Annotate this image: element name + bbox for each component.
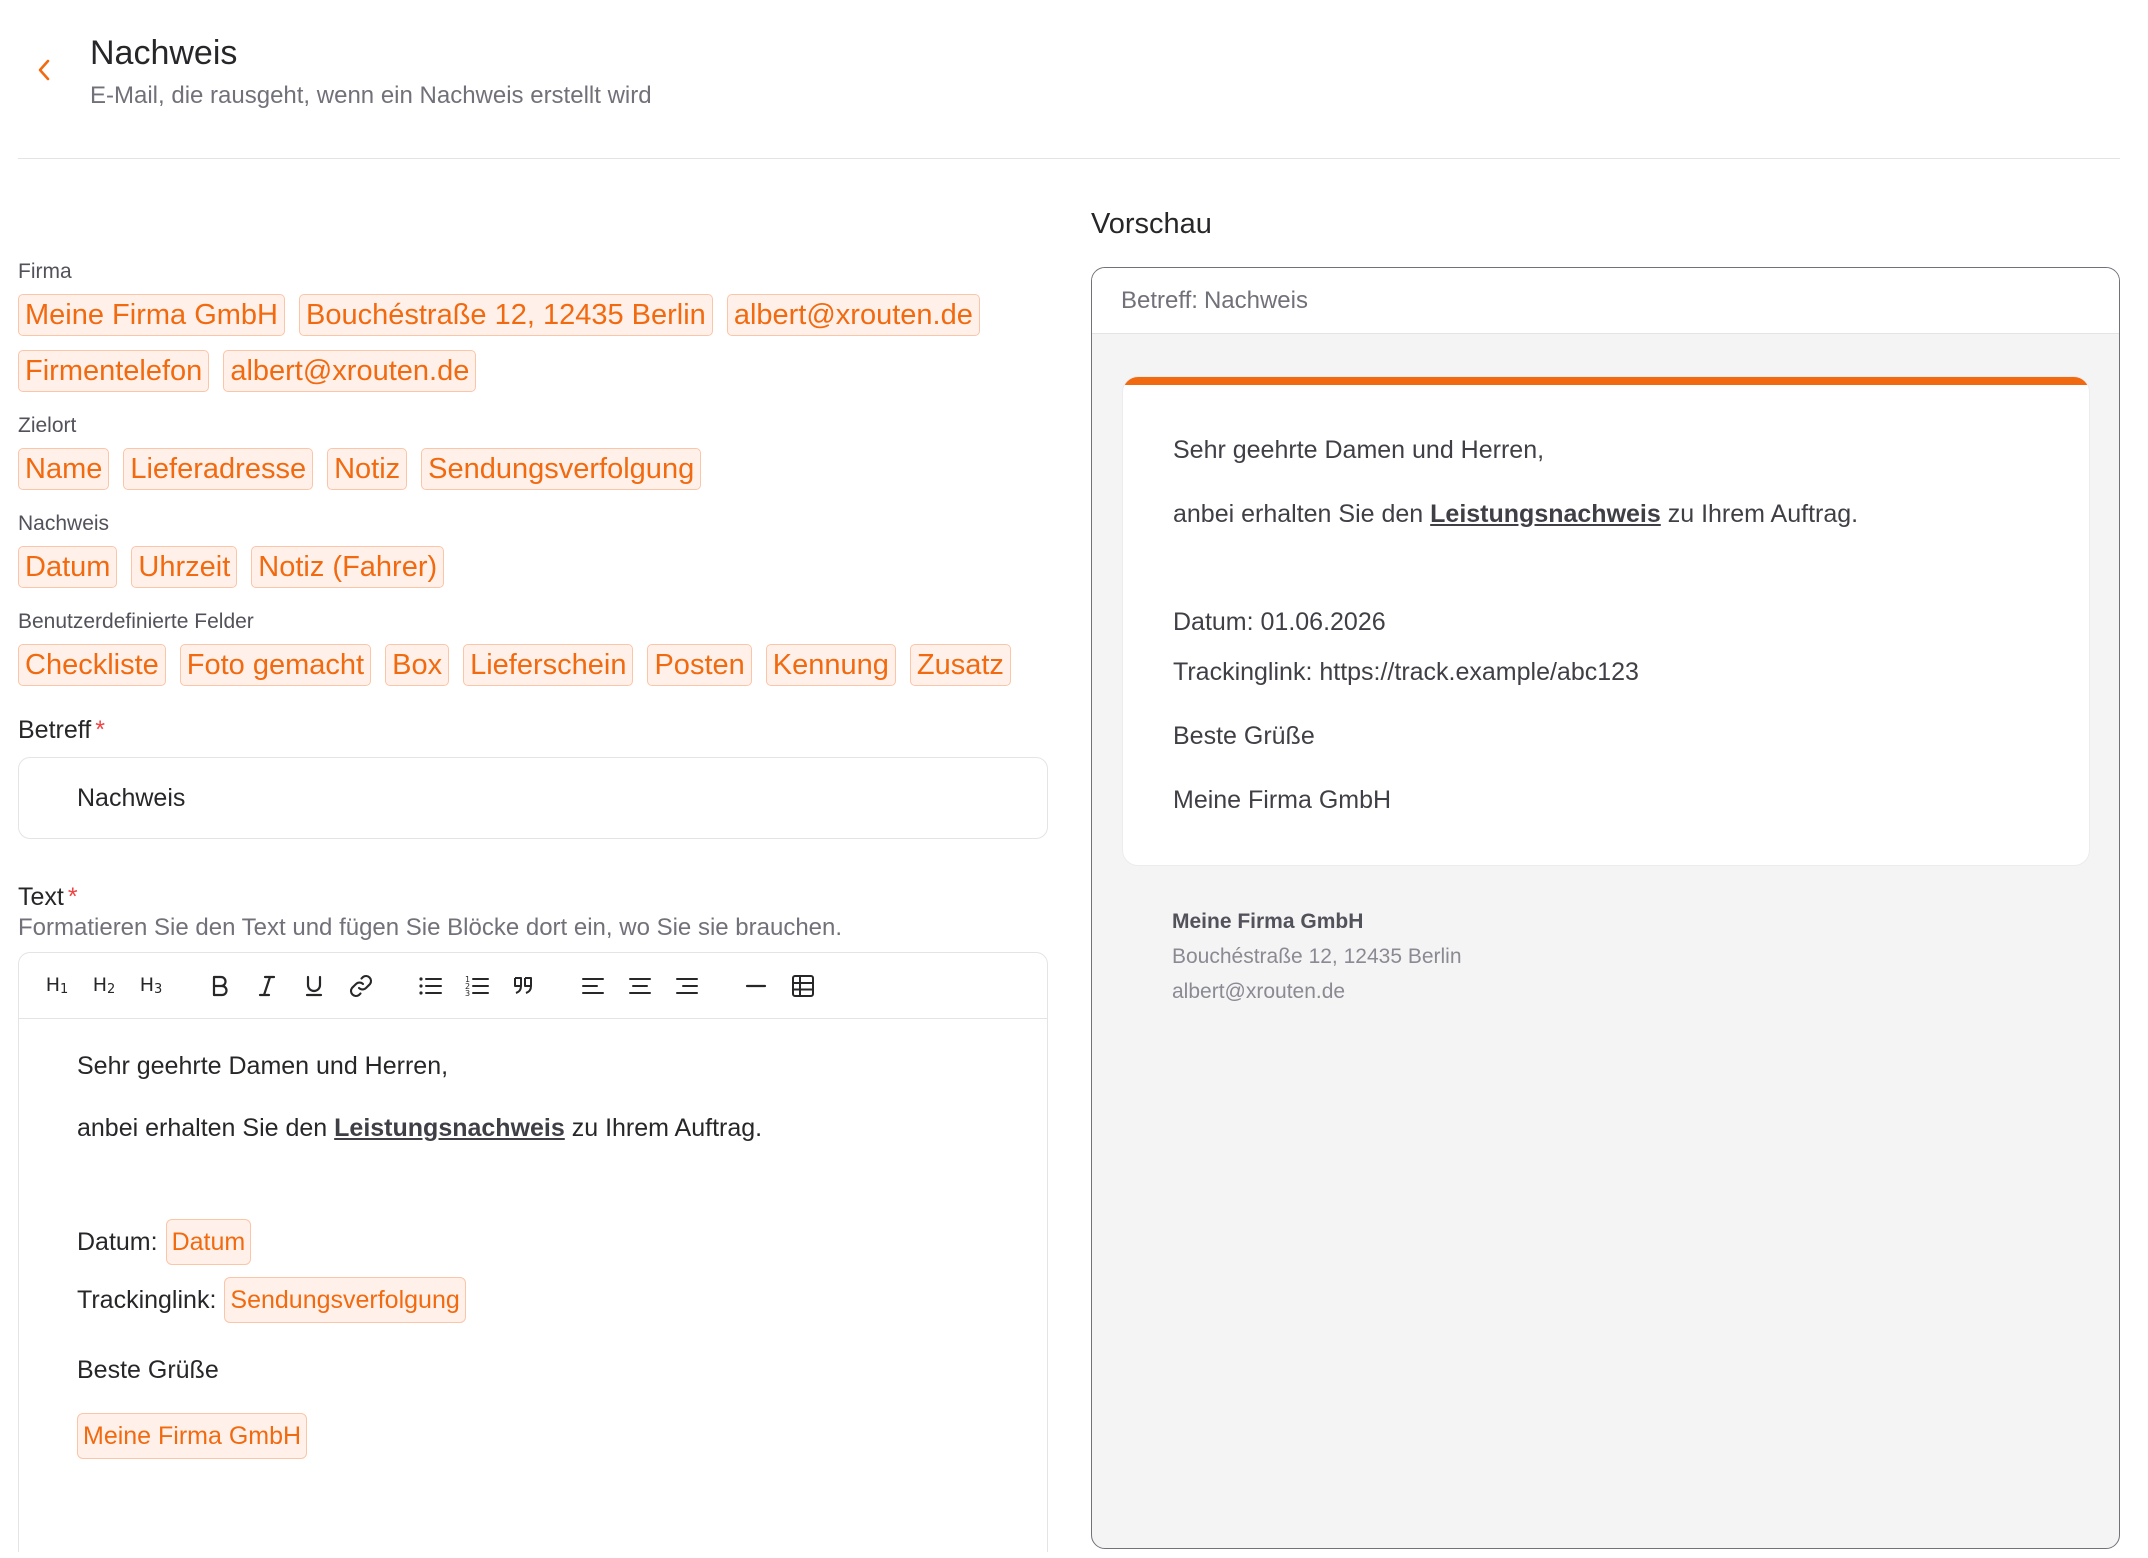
variable-group-label-custom: Benutzerdefinierte Felder bbox=[18, 610, 254, 633]
editor-toolbar bbox=[19, 953, 1047, 1019]
bold-button[interactable] bbox=[200, 966, 240, 1006]
align-left-button[interactable] bbox=[573, 966, 613, 1006]
editor-tracking-label: Trackinglink: bbox=[77, 1286, 217, 1314]
italic-icon bbox=[256, 974, 278, 998]
page-title: Nachweis bbox=[90, 34, 238, 72]
back-button[interactable] bbox=[30, 56, 58, 84]
variable-chip[interactable]: Lieferschein bbox=[463, 644, 633, 686]
preview-subject-bar bbox=[1092, 268, 2119, 334]
variable-chip[interactable]: Firmentelefon bbox=[18, 350, 209, 392]
editor-tracking-line bbox=[77, 1277, 989, 1323]
variable-chip[interactable]: albert@xrouten.de bbox=[727, 294, 980, 336]
text-label-text: Text bbox=[18, 883, 64, 911]
underline-button[interactable] bbox=[294, 966, 334, 1006]
subject-label-text: Betreff bbox=[18, 716, 92, 744]
text-label bbox=[18, 883, 1048, 912]
header-divider bbox=[18, 158, 2120, 159]
preview-closing: Beste Grüße bbox=[1173, 722, 1315, 750]
footer-email: albert@xrouten.de bbox=[1172, 980, 1346, 1003]
horizontal-rule-button[interactable] bbox=[736, 966, 776, 1006]
preview-heading: Vorschau bbox=[1091, 208, 1212, 240]
heading-1-button[interactable] bbox=[37, 966, 77, 1006]
editor-date-label: Datum: bbox=[77, 1228, 158, 1256]
variables-panel bbox=[18, 260, 1048, 686]
preview-subject-label: Betreff: bbox=[1121, 286, 1198, 314]
heading-3-button[interactable] bbox=[131, 966, 171, 1006]
italic-button[interactable] bbox=[247, 966, 287, 1006]
chevron-left-icon bbox=[36, 58, 52, 82]
preview-signature: Meine Firma GmbH bbox=[1173, 786, 1392, 814]
variable-chip[interactable]: Notiz (Fahrer) bbox=[251, 546, 444, 588]
preview-greeting: Sehr geehrte Damen und Herren, bbox=[1173, 436, 1545, 464]
editor-intro-text-end: zu Ihrem Auftrag. bbox=[564, 1114, 763, 1142]
bold-icon bbox=[209, 974, 231, 998]
variable-chip[interactable]: Checkliste bbox=[18, 644, 166, 686]
bullet-list-button[interactable] bbox=[410, 966, 450, 1006]
variable-group-firma bbox=[18, 294, 1048, 392]
preview-bold-link[interactable]: Leistungsnachweis bbox=[1430, 500, 1661, 528]
editor-intro-text: anbei erhalten Sie den bbox=[77, 1114, 335, 1142]
editor-bold-link[interactable]: Leistungsnachweis bbox=[334, 1114, 565, 1142]
editor-closing: Beste Grüße bbox=[77, 1356, 219, 1384]
variable-chip[interactable]: Kennung bbox=[766, 644, 896, 686]
variable-group-nachweis bbox=[18, 546, 1048, 588]
page-subtitle: E-Mail, die rausgeht, wenn ein Nachweis erstellt wird bbox=[90, 82, 652, 109]
inline-variable-chip[interactable]: Meine Firma GmbH bbox=[77, 1413, 307, 1459]
footer-company: Meine Firma GmbH bbox=[1172, 910, 1364, 933]
required-marker: * bbox=[95, 716, 105, 744]
editor-content[interactable] bbox=[19, 1019, 1047, 1489]
variable-chip[interactable]: Posten bbox=[647, 644, 751, 686]
heading-2-button[interactable] bbox=[84, 966, 124, 1006]
variable-chip[interactable]: Box bbox=[385, 644, 449, 686]
editor-greeting: Sehr geehrte Damen und Herren, bbox=[77, 1052, 449, 1080]
heading-1-icon: $H_1$ bbox=[45, 974, 69, 997]
numbered-list-button[interactable] bbox=[457, 966, 497, 1006]
variable-group-custom bbox=[18, 644, 1048, 686]
variable-group-label-nachweis: Nachweis bbox=[18, 512, 110, 535]
quote-icon bbox=[511, 974, 537, 998]
footer-address: Bouchéstraße 12, 12435 Berlin bbox=[1172, 945, 1462, 968]
table-button[interactable] bbox=[783, 966, 823, 1006]
link-button[interactable] bbox=[341, 966, 381, 1006]
preview-date-line: Datum: 01.06.2026 bbox=[1173, 608, 1386, 636]
svg-text:3: 3 bbox=[465, 988, 471, 998]
inline-variable-chip[interactable]: Datum bbox=[166, 1219, 252, 1265]
align-left-icon bbox=[580, 974, 606, 998]
variable-group-label-zielort: Zielort bbox=[18, 414, 77, 437]
variable-chip[interactable]: Uhrzeit bbox=[131, 546, 237, 588]
align-right-button[interactable] bbox=[667, 966, 707, 1006]
align-right-icon bbox=[674, 974, 700, 998]
preview-mail-body bbox=[1123, 385, 2089, 865]
subject-input[interactable] bbox=[18, 757, 1048, 839]
variable-group-zielort bbox=[18, 448, 1048, 490]
preview-tracking-line: Trackinglink: https://track.example/abc123 bbox=[1173, 658, 1639, 686]
preview-intro-text-end: zu Ihrem Auftrag. bbox=[1660, 500, 1859, 528]
bullet-list-icon bbox=[417, 974, 443, 998]
variable-group-label-firma: Firma bbox=[18, 260, 72, 283]
variable-chip[interactable]: Bouchéstraße 12, 12435 Berlin bbox=[299, 294, 713, 336]
horizontal-rule-icon bbox=[743, 974, 769, 998]
align-center-button[interactable] bbox=[620, 966, 660, 1006]
editor-intro-line bbox=[77, 1111, 989, 1145]
table-icon bbox=[790, 973, 816, 999]
svg-text:2: 2 bbox=[465, 981, 471, 991]
preview-subject-value: Nachweis bbox=[1203, 286, 1308, 314]
variable-chip[interactable]: Sendungsverfolgung bbox=[421, 448, 701, 490]
editor-date-line bbox=[77, 1219, 989, 1265]
subject-input-value: Nachweis bbox=[77, 783, 186, 812]
variable-chip[interactable]: Name bbox=[18, 448, 109, 490]
link-icon bbox=[348, 973, 374, 999]
svg-text:1: 1 bbox=[465, 974, 471, 984]
mail-accent-bar bbox=[1123, 377, 2089, 385]
email-preview bbox=[1091, 267, 2120, 1549]
inline-variable-chip[interactable]: Sendungsverfolgung bbox=[224, 1277, 465, 1323]
text-hint: Formatieren Sie den Text und fügen Sie Blöcke dort ein, wo Sie sie brauchen. bbox=[18, 914, 843, 941]
variable-chip[interactable]: Meine Firma GmbH bbox=[18, 294, 285, 336]
rich-text-editor bbox=[18, 952, 1048, 1552]
preview-footer bbox=[1172, 904, 1462, 1009]
subject-label bbox=[18, 716, 1048, 745]
preview-mail-card bbox=[1122, 376, 2090, 866]
numbered-list-icon bbox=[464, 974, 490, 998]
variable-chip[interactable]: Lieferadresse bbox=[123, 448, 313, 490]
editor-signature bbox=[77, 1413, 989, 1459]
required-marker: * bbox=[67, 883, 78, 911]
variable-chip[interactable]: Zusatz bbox=[910, 644, 1011, 686]
variable-chip[interactable]: albert@xrouten.de bbox=[223, 350, 476, 392]
preview-intro-text: anbei erhalten Sie den bbox=[1173, 500, 1431, 528]
underline-icon bbox=[303, 974, 325, 998]
editor-column bbox=[18, 260, 1048, 1552]
heading-3-icon: $H_3$ bbox=[139, 974, 163, 997]
heading-2-icon: $H_2$ bbox=[92, 974, 116, 997]
variable-chip[interactable]: Datum bbox=[18, 546, 117, 588]
align-center-icon bbox=[627, 974, 653, 998]
variable-chip[interactable]: Notiz bbox=[327, 448, 407, 490]
preview-intro-line bbox=[1173, 497, 2039, 531]
variable-chip[interactable]: Foto gemacht bbox=[180, 644, 371, 686]
blockquote-button[interactable] bbox=[504, 966, 544, 1006]
